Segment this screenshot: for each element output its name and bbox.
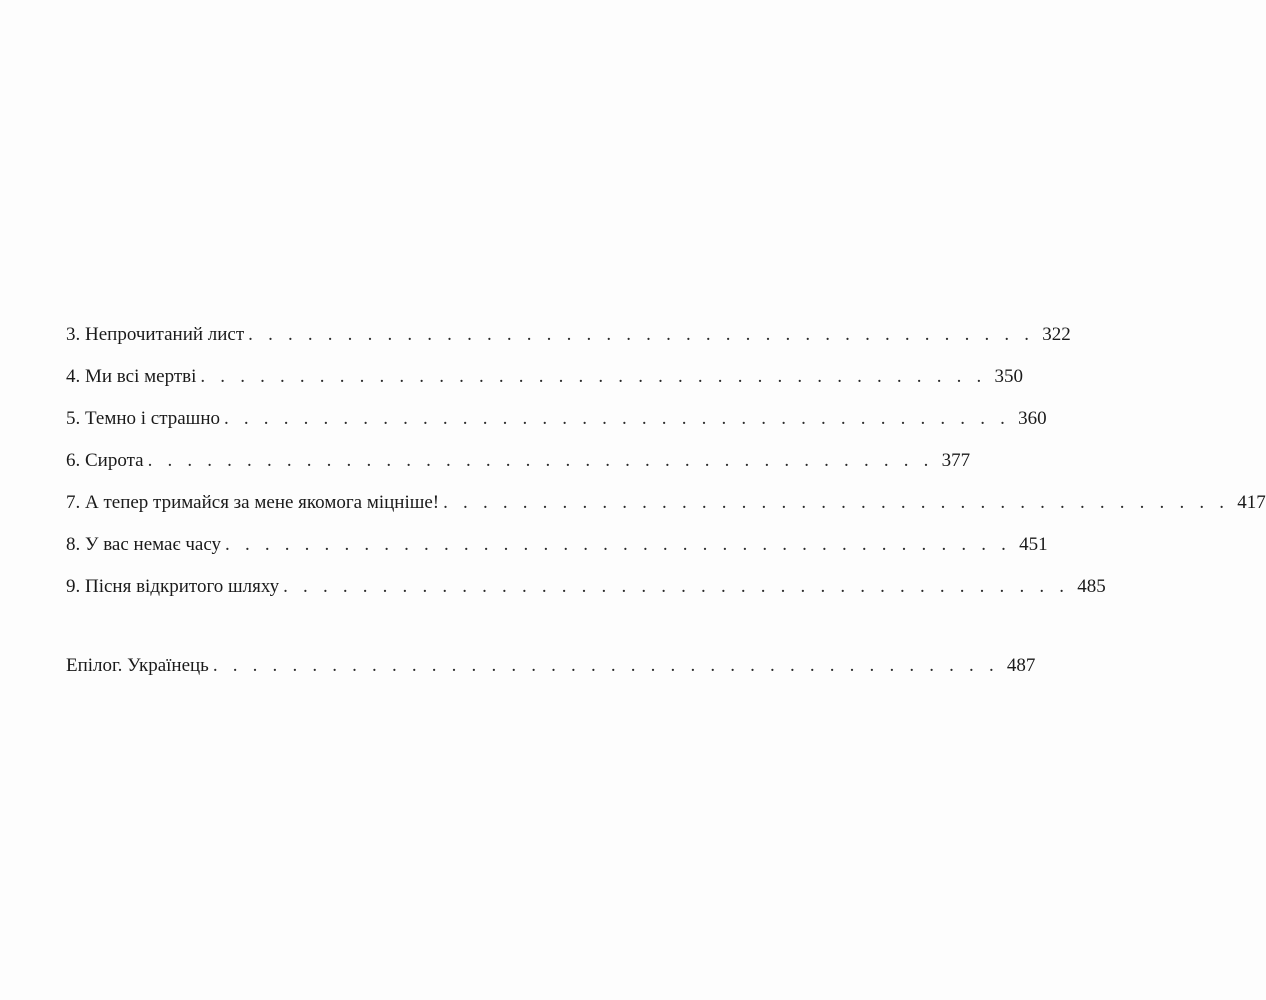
toc-entry-page: 377 bbox=[941, 450, 971, 471]
toc-entry-5 bbox=[66, 398, 1047, 440]
toc-entry-title: 6. Сирота bbox=[66, 450, 144, 471]
toc-entry-4 bbox=[66, 356, 1023, 398]
toc-entry-8 bbox=[66, 524, 1048, 566]
table-of-contents bbox=[66, 314, 1266, 608]
toc-entry-title: Епілог. Українець bbox=[66, 655, 209, 676]
toc-entry-page: 451 bbox=[1019, 534, 1048, 555]
toc-leader-dots: . . . . . . . . . . . . . . . . . . . . . . . . . . . . . . . . . . . . . . . . bbox=[147, 450, 934, 471]
toc-leader-dots: . . . . . . . . . . . . . . . . . . . . . . . . . . . . . . . . . . . . . . . . bbox=[248, 324, 1035, 345]
toc-epilogue bbox=[66, 645, 1036, 687]
toc-entry-title: 9. Пісня відкритого шляху bbox=[66, 576, 280, 597]
toc-entry-6 bbox=[66, 440, 971, 482]
toc-entry-title: 3. Непрочитаний лист bbox=[66, 324, 245, 345]
toc-leader-dots: . . . . . . . . . . . . . . . . . . . . . . . . . . . . . . . . . . . . . . . . bbox=[443, 492, 1230, 513]
toc-entry-page: 487 bbox=[1006, 655, 1036, 676]
toc-entry-page: 360 bbox=[1018, 408, 1047, 429]
toc-leader-dots: . . . . . . . . . . . . . . . . . . . . . . . . . . . . . . . . . . . . . . . . bbox=[225, 534, 1012, 555]
toc-entry-title: 5. Темно і страшно bbox=[66, 408, 220, 429]
toc-entry-title: 7. А тепер тримайся за мене якомога міцніше! bbox=[66, 492, 440, 513]
toc-entry-page: 485 bbox=[1077, 576, 1106, 597]
toc-entry-3 bbox=[66, 314, 1071, 356]
toc-leader-dots: . . . . . . . . . . . . . . . . . . . . . . . . . . . . . . . . . . . . . . . . bbox=[212, 655, 999, 676]
toc-entry-9 bbox=[66, 566, 1106, 608]
toc-entry-7 bbox=[66, 482, 1266, 524]
toc-leader-dots: . . . . . . . . . . . . . . . . . . . . . . . . . . . . . . . . . . . . . . . . bbox=[224, 408, 1011, 429]
toc-entry-epilogue bbox=[66, 645, 1036, 687]
toc-entry-title: 4. Ми всі мертві bbox=[66, 366, 197, 387]
toc-entry-page: 417 bbox=[1237, 492, 1266, 513]
toc-entry-page: 350 bbox=[994, 366, 1023, 387]
toc-entry-title: 8. У вас немає часу bbox=[66, 534, 222, 555]
toc-leader-dots: . . . . . . . . . . . . . . . . . . . . . . . . . . . . . . . . . . . . . . . . bbox=[283, 576, 1070, 597]
toc-leader-dots: . . . . . . . . . . . . . . . . . . . . . . . . . . . . . . . . . . . . . . . . bbox=[200, 366, 987, 387]
toc-entry-page: 322 bbox=[1042, 324, 1071, 345]
